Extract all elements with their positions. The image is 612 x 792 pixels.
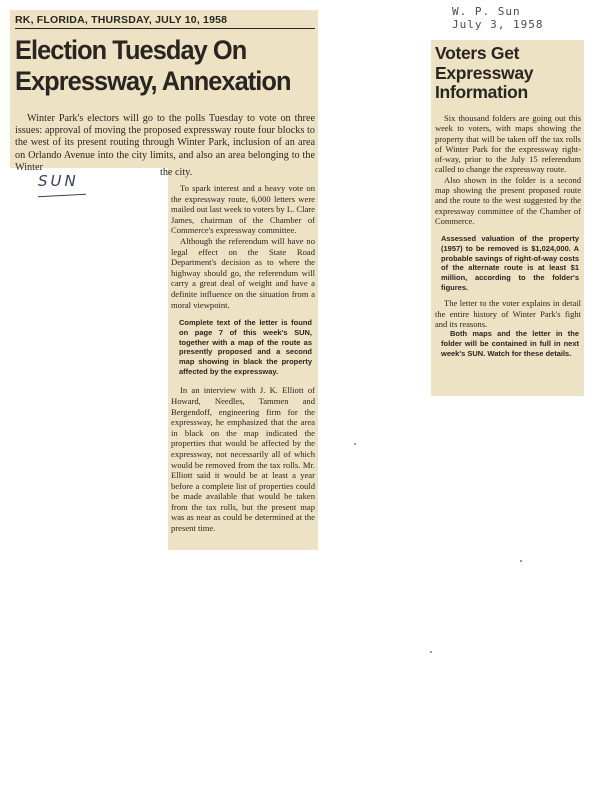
- speck: [520, 560, 522, 562]
- right-article-column: [435, 113, 581, 358]
- lead-paragraph: Winter Park's electors will go to the polls Tuesday to vote on three issues: approval of moving the proposed expressway route four blocks to the west of its present routing through Winter Park, inclusion of an area on Orlando Avenue into the city limits, and also an area belonging to the Winter: [15, 113, 315, 173]
- bold-note: Both maps and the letter in the folder will be contained in full in next week's SUN. Watch for these details.: [441, 329, 579, 358]
- article-paragraph: Also shown in the folder is a second map showing the present proposed route and the route to the west suggested by the expressway committee of the Chamber of Commerce.: [435, 174, 581, 226]
- speck: [354, 443, 356, 445]
- stamp-date: July 3, 1958: [452, 18, 544, 31]
- bold-note: Assessed valuation of the property (1957) to be removed is $1,024,000. A probable savings of right-of-way costs of the alternate route is at least $1 million, according to the folder's figures.: [441, 234, 579, 292]
- right-headline: Voters Get Expressway Information: [435, 43, 534, 102]
- article-column: [171, 183, 315, 534]
- clipping-cutout: [10, 168, 168, 550]
- headline: [15, 35, 302, 97]
- article-paragraph: In an interview with J. K. Elliott of Howard, Needles, Tammen and Bergendoff, engineering firm for the expressway, he emphasized that the area in black on the map indicated the properties that would be affected by the expressway, not necessarily all of which would be removed from the tax rolls. Mr. Elliott said it would be at least a year before a complete list of properties could be made available that would be taken from the tax rolls, but the present map was as near as could be determined at the present time.: [171, 385, 315, 534]
- headline-line-2: Expressway, Annexation: [15, 66, 291, 96]
- speck: [430, 651, 432, 653]
- stamp-source: W. P. Sun: [452, 5, 521, 18]
- article-paragraph: Six thousand folders are going out this week to voters, with maps showing the property that will be taken off the tax rolls of Winter Park for the expressway right-of-way, prior to the July 15 referendum called to change the expressway route.: [435, 113, 581, 175]
- article-paragraph: To spark interest and a heavy vote on the expressway route, 6,000 letters were mailed out last week to voters by L. Clare James, chairman of the Chamber of Commerce's expressway committee.: [171, 183, 315, 236]
- handwritten-note: SUN: [38, 172, 79, 190]
- dateline: RK, FLORIDA, THURSDAY, JULY 10, 1958: [15, 14, 315, 29]
- headline-line-1: Election Tuesday On: [15, 35, 247, 65]
- bold-note: Complete text of the letter is found on page 7 of this week's SUN, together with a map of the route as presently proposed and a second map showing in black the property affected by the expressway.: [179, 318, 312, 376]
- article-paragraph: The letter to the voter explains in detail the entire history of Winter Park's fight and its reasons.: [435, 298, 581, 330]
- article-paragraph: Although the referendum will have no legal effect on the State Road Department's decision as to where the highway should go, the referendum will carry a great deal of weight and have a definite influence on the situation from a moral viewpoint.: [171, 235, 315, 310]
- lead-paragraph-end: the city.: [160, 167, 193, 178]
